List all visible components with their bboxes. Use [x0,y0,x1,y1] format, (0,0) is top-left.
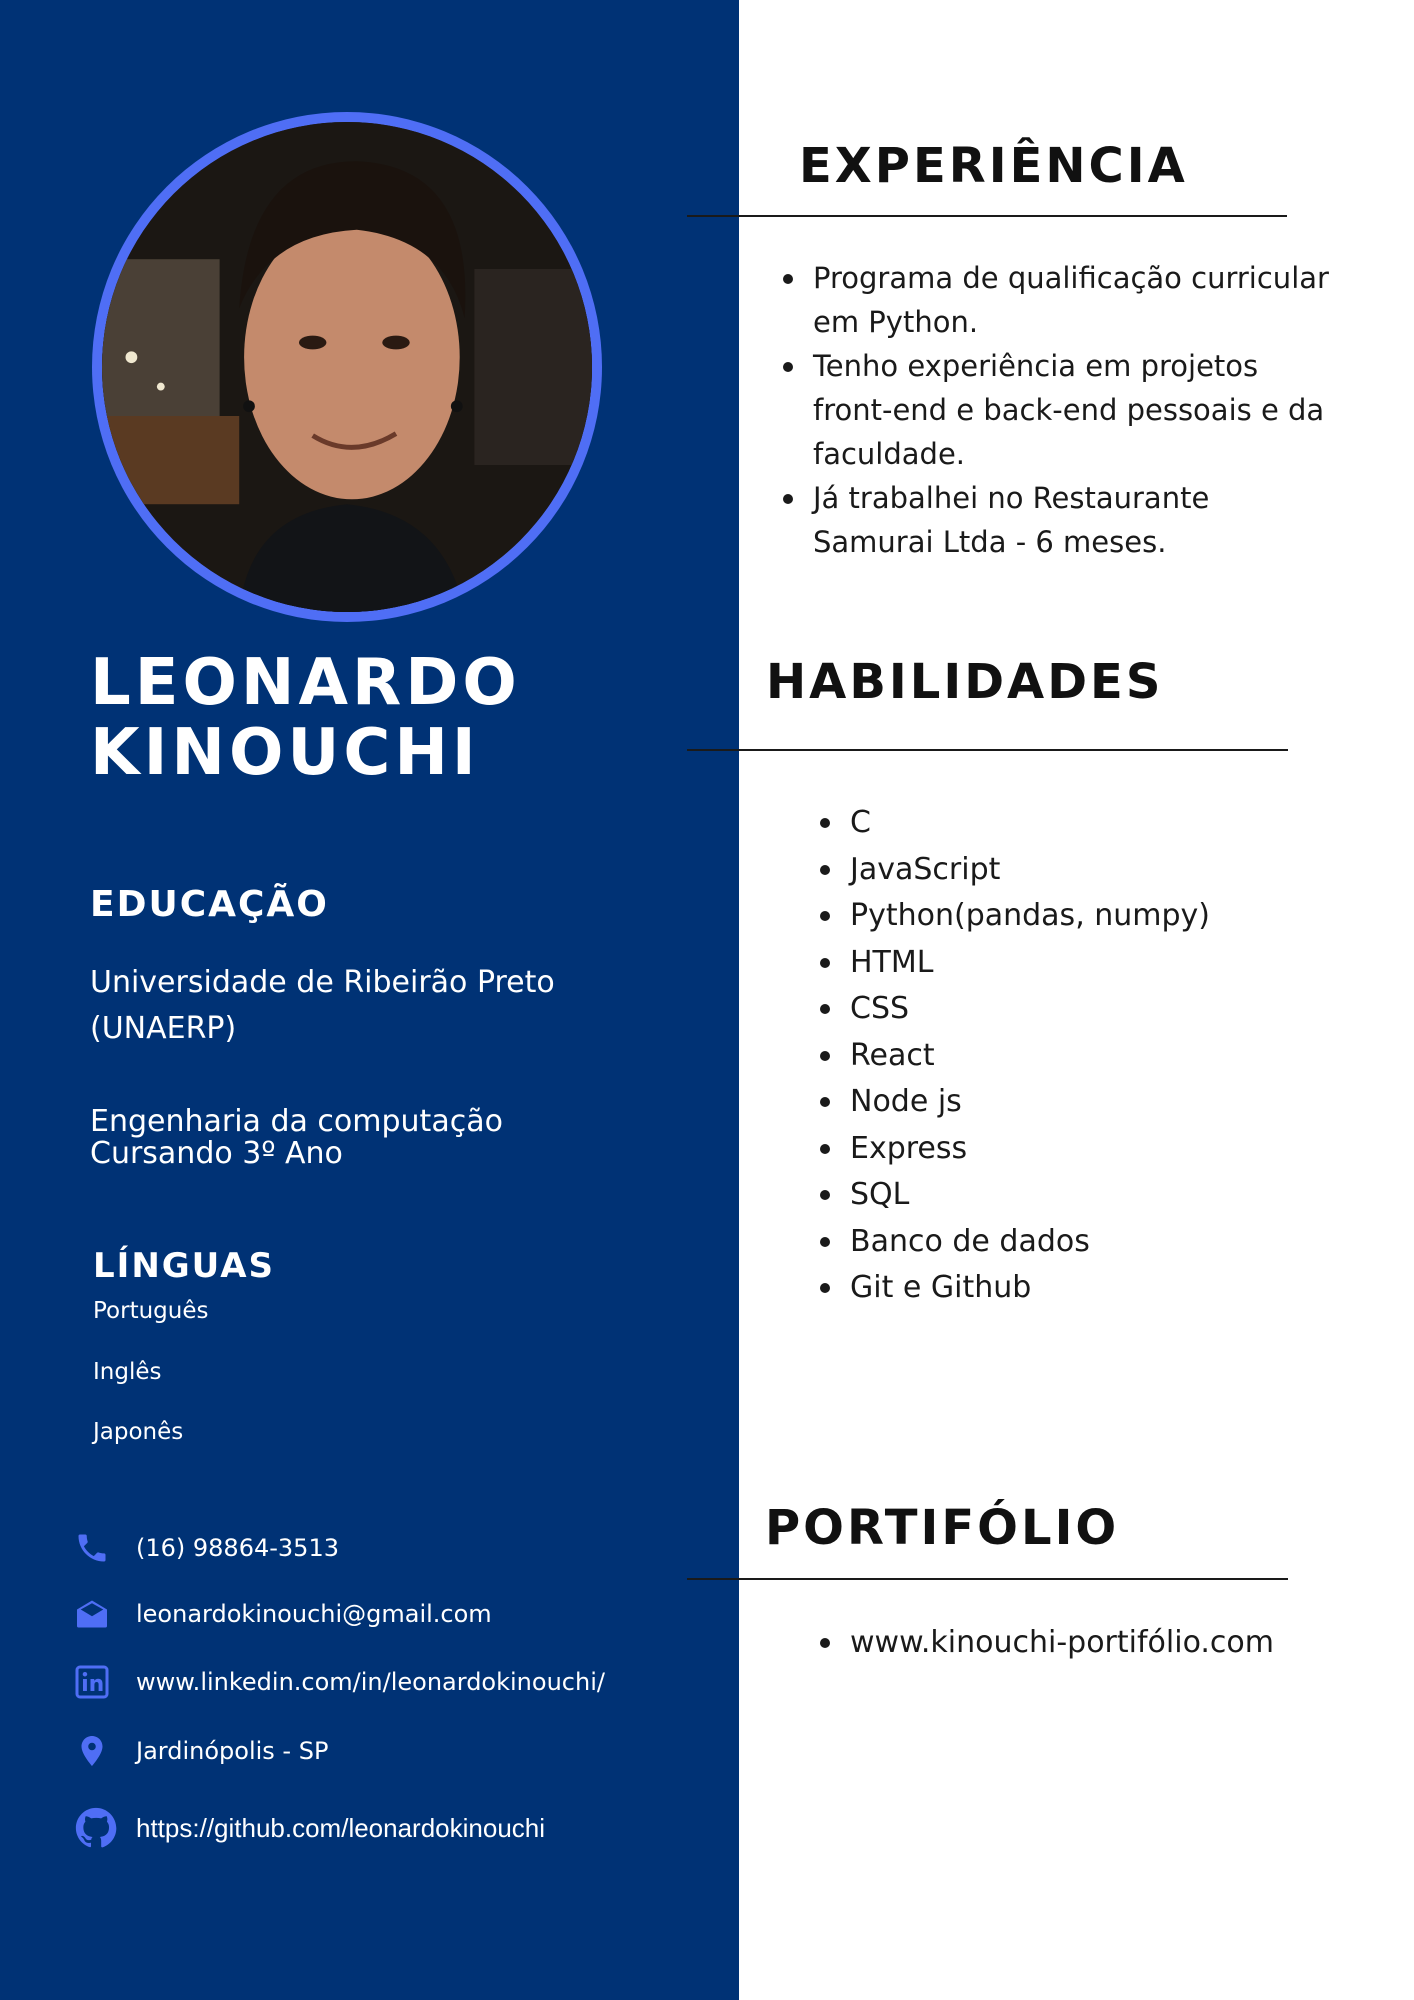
skills-list [816,800,1316,1312]
contact-linkedin[interactable] [72,1662,605,1702]
experience-divider [687,215,1287,217]
education-university [90,960,690,1052]
candidate-name [90,648,521,788]
languages-heading: LÍNGUAS [93,1246,276,1286]
map-pin-icon [72,1731,112,1771]
email-text: leonardokinouchi@gmail.com [136,1600,492,1628]
location-text: Jardinópolis - SP [136,1737,329,1765]
skill-item: CSS [816,986,1316,1033]
profile-photo [102,122,592,612]
name-line-2: KINOUCHI [90,716,480,790]
university-line-2: (UNAERP) [90,1011,237,1046]
skill-item: JavaScript [816,847,1316,894]
course-line-1: Engenharia da computação [90,1104,503,1139]
education-heading: EDUCAÇÃO [90,884,329,925]
skill-item: HTML [816,940,1316,987]
skill-item: Express [816,1126,1316,1173]
email-icon [72,1594,112,1634]
github-icon [72,1804,120,1852]
portfolio-divider [687,1578,1288,1580]
language-item: Português [93,1298,209,1324]
portfolio-link[interactable]: www.kinouchi-portifólio.com [816,1620,1376,1666]
phone-icon [72,1528,112,1568]
experience-heading: EXPERIÊNCIA [799,138,1188,194]
skills-divider [687,749,1288,751]
skill-item: C [816,800,1316,847]
skill-item: Banco de dados [816,1219,1316,1266]
course-line-2: Cursando 3º Ano [90,1136,343,1171]
skill-item: Git e Github [816,1265,1316,1312]
language-item: Inglês [93,1359,162,1385]
portfolio-list [816,1620,1376,1666]
name-line-1: LEONARDO [90,646,521,720]
experience-list [779,256,1339,564]
skill-item: SQL [816,1172,1316,1219]
contact-email[interactable] [72,1594,492,1634]
education-course [90,1106,690,1170]
skill-item: Node js [816,1079,1316,1126]
skill-item: Python(pandas, numpy) [816,893,1316,940]
experience-item: Programa de qualificação curricular em Python. [779,256,1339,344]
contact-location [72,1731,328,1771]
linkedin-text: www.linkedin.com/in/leonardokinouchi/ [136,1668,605,1696]
skill-item: React [816,1033,1316,1080]
phone-text: (16) 98864-3513 [136,1534,339,1562]
skills-heading: HABILIDADES [766,654,1164,710]
linkedin-icon [72,1662,112,1702]
profile-photo-frame [92,112,602,622]
experience-item: Tenho experiência em projetos front-end e back-end pessoais e da faculdade. [779,344,1339,476]
experience-item: Já trabalhei no Restaurante Samurai Ltda - 6 meses. [779,476,1339,564]
github-text: https://github.com/leonardokinouchi [136,1812,546,1843]
university-line-1: Universidade de Ribeirão Preto [90,965,555,1000]
contact-phone[interactable] [72,1528,339,1568]
contact-github[interactable] [72,1804,545,1852]
language-item: Japonês [93,1419,184,1445]
portfolio-heading: PORTIFÓLIO [765,1500,1120,1556]
